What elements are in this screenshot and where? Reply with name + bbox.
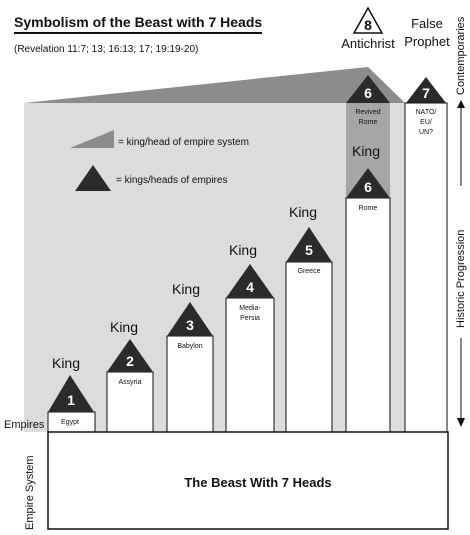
empire-column-babylon — [167, 336, 213, 432]
empire-column-greece — [286, 262, 332, 432]
head-3-king: King — [171, 281, 201, 297]
head-3-empire: Babylon — [177, 343, 203, 350]
revived-rome-line2: Rome — [358, 119, 378, 126]
historic-arrowhead-down — [457, 418, 465, 427]
head-4-number: 4 — [246, 279, 254, 295]
empires-label: Empires — [4, 419, 45, 431]
head-1-empire: Egypt — [61, 419, 79, 426]
head-1-number: 1 — [67, 392, 75, 408]
head-7-label-line2: EU/ — [420, 119, 432, 126]
antichrist-label: Antichrist — [341, 36, 395, 51]
beast-label: The Beast With 7 Heads — [184, 475, 332, 490]
revived-rome-number: 6 — [364, 85, 372, 101]
head-7-label-line3: UN? — [418, 129, 434, 136]
head-7-label-line1: NATO/ — [415, 109, 437, 116]
contemporaries-label: Contemporaries — [455, 16, 467, 95]
head-4-empire-line1: Media- — [239, 305, 261, 312]
head-2-empire: Assyria — [118, 379, 142, 386]
head-3-number: 3 — [186, 317, 194, 333]
head-2-number: 2 — [126, 353, 134, 369]
head-7-column — [405, 103, 447, 433]
head-5-king: King — [288, 204, 318, 220]
legend-empire-text: = kings/heads of empires — [116, 175, 228, 186]
diagram-title: Symbolism of the Beast with 7 Heads — [14, 14, 263, 30]
head-2-king: King — [109, 319, 139, 335]
scripture-references: (Revelation 11:7; 13; 16:13; 17; 19:19-20) — [14, 44, 199, 55]
head-5-empire: Greece — [297, 268, 321, 275]
head-4-king: King — [228, 242, 258, 258]
false-prophet-line1: False — [411, 16, 443, 31]
head-7-number: 7 — [422, 85, 430, 101]
false-prophet-line2: Prophet — [404, 34, 450, 49]
empire-system-label: Empire System — [24, 455, 36, 530]
head-6-king: King — [351, 143, 381, 159]
head-6-empire: Rome — [358, 205, 378, 212]
head-1-king: King — [51, 355, 81, 371]
empire-system-head — [24, 67, 405, 103]
historic-arrowhead-up — [457, 100, 465, 108]
historic-progression-label: Historic Progression — [455, 229, 467, 328]
antichrist-number: 8 — [364, 17, 372, 33]
legend-system-text: = king/head of empire system — [118, 137, 249, 148]
head-4-empire-line2: Persia — [240, 315, 260, 322]
head-5-number: 5 — [305, 242, 313, 258]
head-6-number: 6 — [364, 179, 372, 195]
revived-rome-line1: Revived — [355, 109, 381, 116]
empire-column-rome — [346, 198, 390, 432]
